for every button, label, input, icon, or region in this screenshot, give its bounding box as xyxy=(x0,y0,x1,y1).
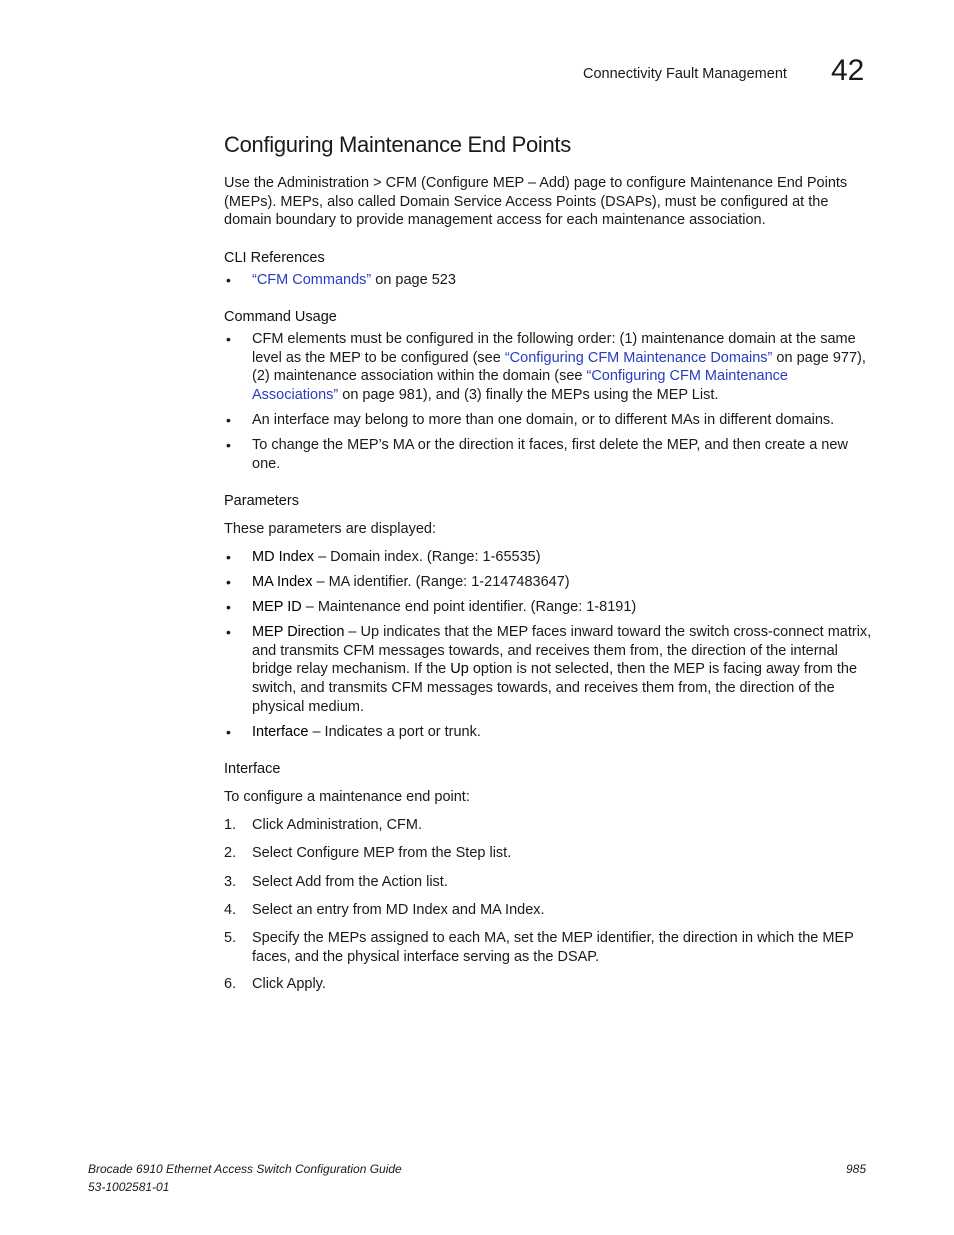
param-interface xyxy=(252,723,874,742)
step-text: Click Administration, CFM. xyxy=(252,817,423,833)
bullet: • xyxy=(226,574,231,590)
intro-paragraph: Use the Administration > CFM (Configure MEP – Add) page to configure Maintenance End Points (MEPs). MEPs, also called Domain Service Access Points (DSAPs), must be configured at the domain boundary to provide management access for each maintenance association. xyxy=(224,175,848,229)
param-desc: – Domain index. (Range: 1-65535) xyxy=(314,549,541,565)
param-term-up: Up xyxy=(450,661,469,678)
footer-doc-number: 53-1002581-01 xyxy=(88,1180,170,1194)
step-number: 5. xyxy=(224,930,237,946)
parameters-heading: Parameters xyxy=(224,493,299,509)
step-number: 1. xyxy=(224,817,237,833)
usage-item-order xyxy=(252,330,874,405)
bullet: • xyxy=(226,624,231,640)
param-desc: – Maintenance end point identifier. (Range: 1-8191) xyxy=(301,599,637,615)
interface-intro: To configure a maintenance end point: xyxy=(224,789,470,805)
bullet: • xyxy=(226,437,231,453)
step-number: 2. xyxy=(224,845,237,861)
param-ma-index xyxy=(252,573,874,592)
step-text: Click Apply. xyxy=(252,976,326,992)
param-desc: option is not selected, then the MEP is facing away from the switch, and transmits CFM messages towards, and receives them from, the direction of the physical medium. xyxy=(252,661,858,715)
param-term: MD Index xyxy=(252,549,315,565)
param-term: Interface xyxy=(252,724,309,740)
interface-heading: Interface xyxy=(224,761,281,777)
usage-item-interface: An interface may belong to more than one domain, or to different MAs in different domains. xyxy=(252,412,835,428)
footer-page-number: 985 xyxy=(846,1162,867,1176)
bullet: • xyxy=(226,272,231,288)
running-header: Connectivity Fault Management xyxy=(583,66,787,82)
bullet: • xyxy=(226,331,231,347)
usage-text: CFM elements must be configured in the following order: (1) maintenance domain at the same level as the MEP to be configured (see xyxy=(252,331,856,366)
parameters-intro: These parameters are displayed: xyxy=(224,521,436,537)
param-desc: – Indicates a port or trunk. xyxy=(308,724,481,740)
param-term: MEP ID xyxy=(252,599,302,615)
usage-text: on page 981), and (3) finally the MEPs using the MEP List. xyxy=(338,387,719,404)
step-text: Select Add from the Action list. xyxy=(252,874,448,890)
cli-references-heading: CLI References xyxy=(224,250,325,266)
cli-reference-suffix: on page 523 xyxy=(371,272,456,288)
command-usage-heading: Command Usage xyxy=(224,309,337,325)
maintenance-associations-link[interactable]: “Configuring CFM Maintenance Associations” xyxy=(252,368,788,404)
maintenance-domains-link[interactable]: “Configuring CFM Maintenance Domains” xyxy=(504,349,773,366)
usage-item-change: To change the MEP’s MA or the direction it faces, first delete the MEP, and then create a new one. xyxy=(252,437,848,472)
chapter-number: 42 xyxy=(831,54,865,87)
step-text: Select an entry from MD Index and MA Index. xyxy=(252,902,545,918)
step-number: 4. xyxy=(224,902,237,918)
param-md-index xyxy=(252,548,874,567)
usage-text: on page 977), (2) maintenance association within the domain (see xyxy=(252,349,866,385)
step-text: Specify the MEPs assigned to each MA, set the MEP identifier, the direction in which the MEP faces, and the physical interface serving as the DSAP. xyxy=(252,930,854,965)
bullet: • xyxy=(226,599,231,615)
param-term: MEP Direction xyxy=(252,624,345,640)
param-mep-id xyxy=(252,598,874,617)
footer-title: Brocade 6910 Ethernet Access Switch Configuration Guide xyxy=(88,1162,402,1176)
section-heading: Configuring Maintenance End Points xyxy=(224,132,571,157)
step-number: 6. xyxy=(224,976,237,992)
param-desc: – MA identifier. (Range: 1-2147483647) xyxy=(312,574,570,590)
step-number: 3. xyxy=(224,874,237,890)
step-text: Select Configure MEP from the Step list. xyxy=(252,845,512,861)
param-term: MA Index xyxy=(252,574,313,590)
param-mep-direction xyxy=(252,623,874,717)
param-desc: – Up indicates that the MEP faces inward toward the switch cross-connect matrix, and transmits CFM messages towards, and receives them from, the direction of the internal bridge relay mechanism. If the xyxy=(252,624,872,678)
bullet: • xyxy=(226,412,231,428)
bullet: • xyxy=(226,724,231,740)
cli-reference-item xyxy=(252,271,874,290)
cfm-commands-link[interactable]: “CFM Commands” xyxy=(252,272,372,288)
bullet: • xyxy=(226,549,231,565)
